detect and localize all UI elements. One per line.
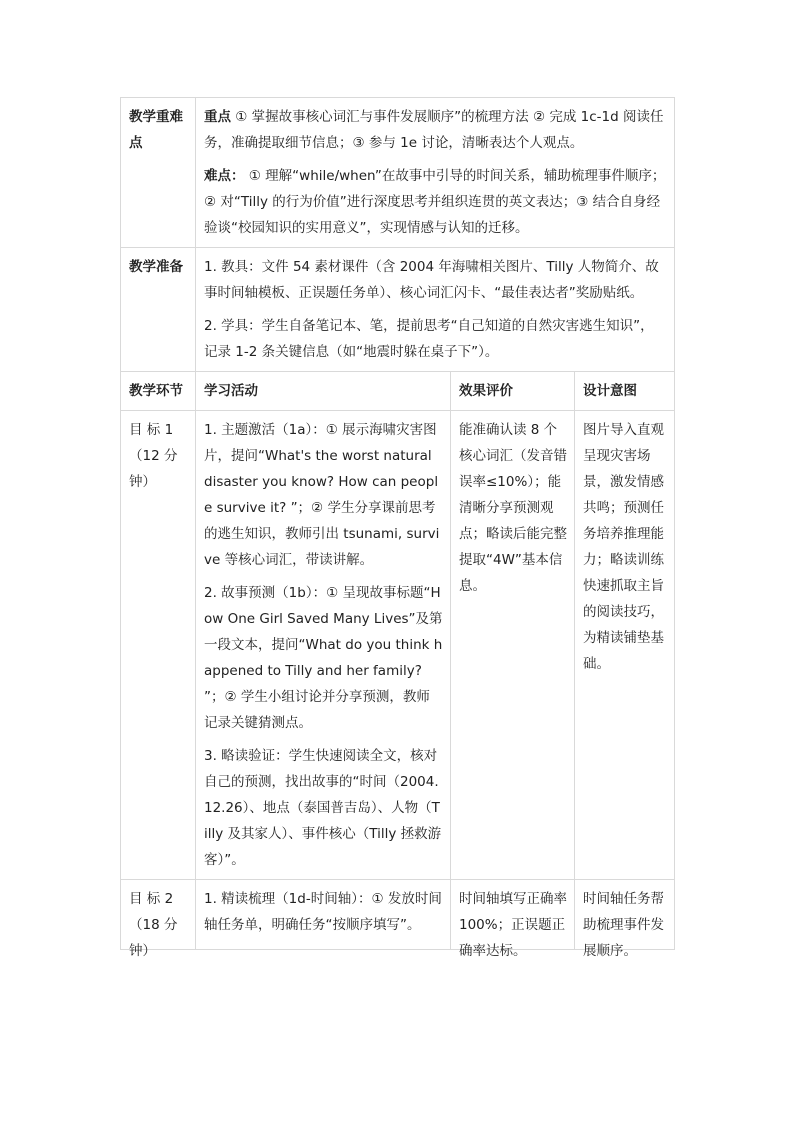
goal1-activity-1: 1. 主题激活（1a）：① 展示海啸灾害图片，提问“What's the worst natural disaster you know? How can people survive it? ”；② 学生分享课前思考的逃生知识，教师引出 tsunami, survive 等核心词汇，带读讲解。 (204, 422, 440, 568)
goal1-activities (196, 411, 451, 880)
prep-teaching-aids: 1. 教具：文件 54 素材课件（含 2004 年海啸相关图片、Tilly 人物简介、故事时间轴模板、正误题任务单）、核心词汇闪卡、“最佳表达者”奖励贴纸。 (204, 259, 659, 301)
header-evaluation: 效果评价 (451, 372, 575, 411)
lesson-plan-table (120, 97, 675, 959)
goal1-activity-3: 3. 略读验证：学生快速阅读全文，核对自己的预测，找出故事的“时间（2004.12.26）、地点（泰国普吉岛）、人物（Tilly 及其家人）、事件核心（Tilly 拯救游客）”。 (204, 748, 442, 868)
key-label: 重点 (204, 109, 231, 125)
goal2-stage-cell (121, 880, 196, 959)
header-row (121, 372, 675, 411)
goal2-evaluation-cell (451, 880, 575, 959)
goal2-row (121, 880, 675, 950)
focus-row (121, 98, 675, 248)
goal2-activity-1: 1. 精读梳理（1d-时间轴）：① 发放时间轴任务单，明确任务“按顺序填写”。 (204, 891, 442, 933)
goal2-activity-cell (196, 880, 451, 950)
goal2-intent-cell (575, 880, 675, 959)
focus-content (196, 98, 675, 248)
difficulty-label: 难点： (204, 168, 245, 184)
prep-content (196, 248, 675, 372)
goal2-intent: 时间轴任务帮助梳理事件发展顺序。 (583, 891, 664, 959)
header-stage: 教学环节 (121, 372, 196, 411)
goal1-evaluation: 能准确认读 8 个核心词汇（发音错误率≤10%）；能清晰分享预测观点；略读后能完整提取“4W”基本信息。 (451, 411, 575, 880)
goal1-stage: 目 标 1（12 分钟） (121, 411, 196, 880)
difficulty-text: ① 理解“while/when”在故事中引导的时间关系，辅助梳理事件顺序；② 对“Tilly 的行为价值”进行深度思考并组织连贯的英文表达；③ 结合自身经验谈“校园知识的实用意义”，实现情感与认知的迁移。 (204, 168, 666, 236)
goal2-stage: 目 标 2（18 分钟） (129, 891, 178, 959)
header-intent: 设计意图 (575, 372, 675, 411)
focus-label: 教学重难点 (121, 98, 196, 248)
key-text: ① 掌握故事核心词汇与事件发展顺序”的梳理方法 ② 完成 1c-1d 阅读任务，准确提取细节信息；③ 参与 1e 讨论，清晰表达个人观点。 (204, 109, 664, 151)
goal1-row (121, 411, 675, 880)
prep-row (121, 248, 675, 372)
goal1-activity-2: 2. 故事预测（1b）：① 呈现故事标题“How One Girl Saved Many Lives”及第一段文本，提问“What do you think happened to Tilly and her family? ”；② 学生小组讨论并分享预测，教师记录关键猜测点。 (204, 585, 443, 731)
header-activity: 学习活动 (196, 372, 451, 411)
prep-label: 教学准备 (121, 248, 196, 372)
goal1-intent: 图片导入直观呈现灾害场景，激发情感共鸣；预测任务培养推理能力；略读训练快速抓取主旨的阅读技巧，为精读铺垫基础。 (575, 411, 675, 880)
prep-student-aids: 2. 学具：学生自备笔记本、笔，提前思考“自己知道的自然灾害逃生知识”，记录 1-2 条关键信息（如“地震时躲在桌子下”）。 (204, 318, 654, 360)
goal2-evaluation: 时间轴填写正确率 100%；正误题正确率达标。 (459, 891, 567, 959)
